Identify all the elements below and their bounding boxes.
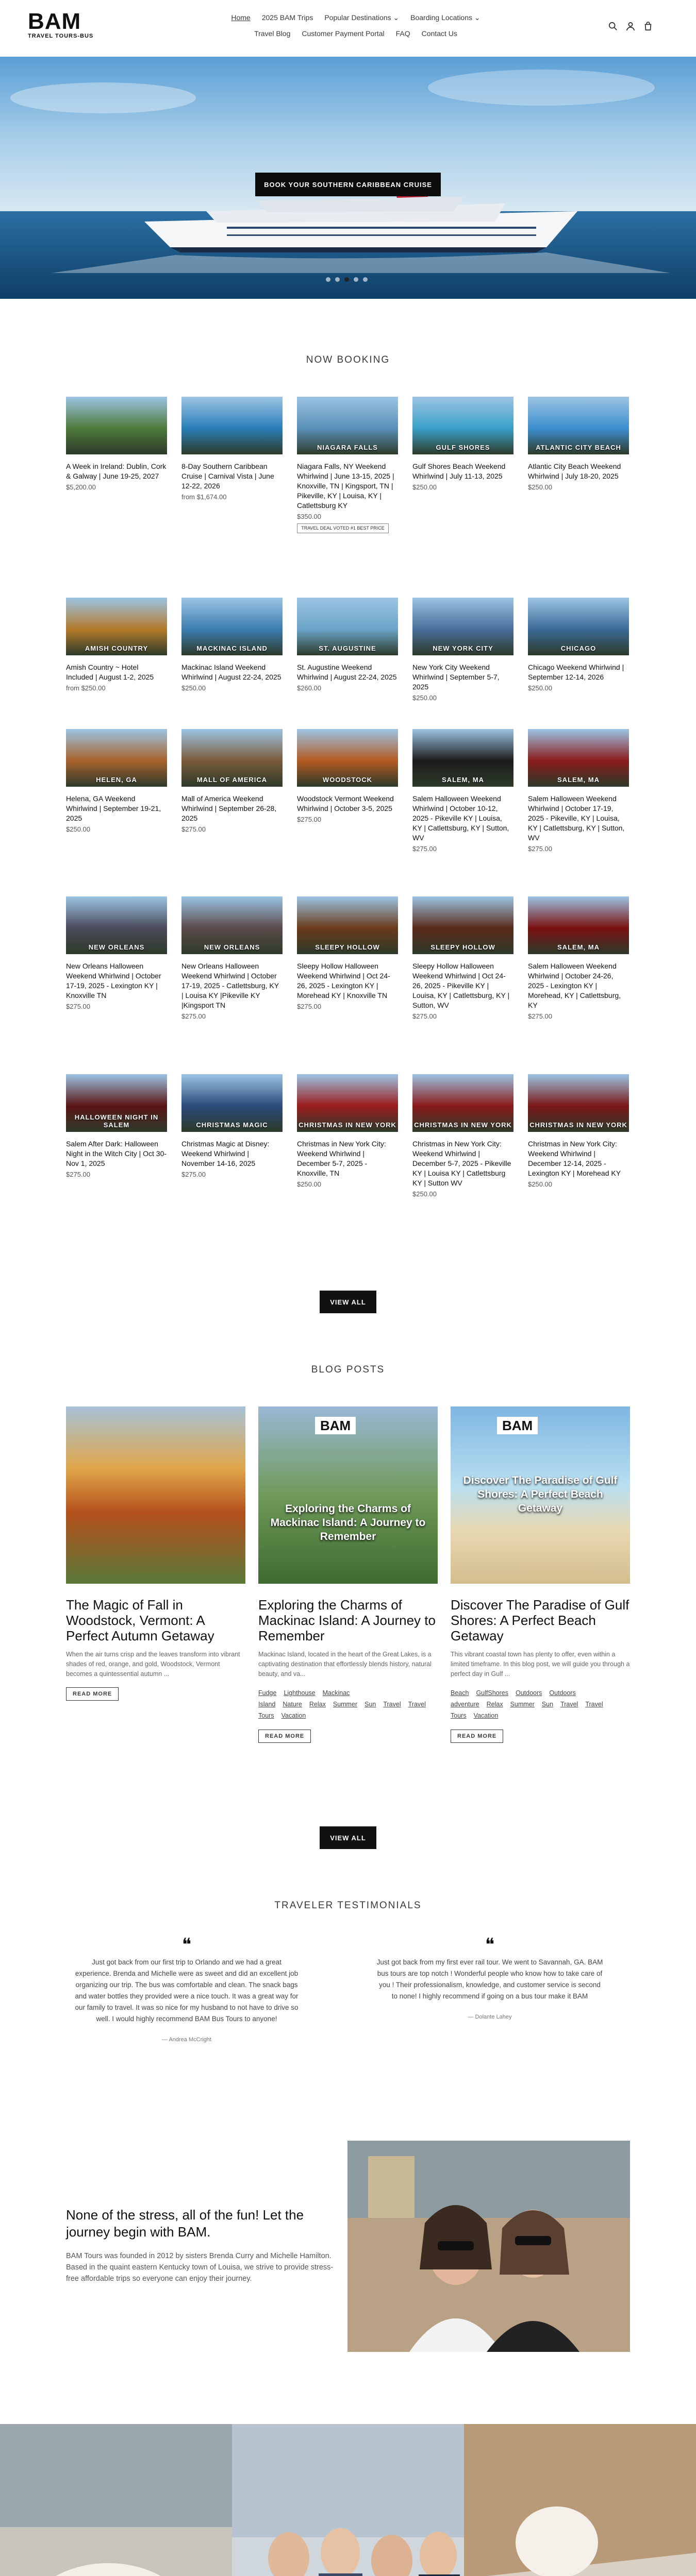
product-image[interactable] [66,1074,167,1132]
product-price: from $1,674.00 [181,493,227,501]
read-more-button[interactable]: READ MORE [258,1730,311,1743]
blog-post-excerpt: Mackinac Island, located in the heart of the Great Lakes, is a captivating destination that effortlessly blends history, natural beauty, and va... [258,1651,432,1677]
product-title[interactable]: Christmas in New York City: Weekend Whirlwind | December 12-14, 2025 - Lexington KY | Morehead KY [528,1140,621,1177]
product-title[interactable]: Niagara Falls, NY Weekend Whirlwind | June 13-15, 2025 | Knoxville, TN | Kingsport, TN | Pikeville, KY | Louisa, KY | Catlettsburg KY [297,462,394,510]
nav-item-travel-blog[interactable]: Travel Blog [254,29,291,38]
product-card[interactable] [297,598,398,692]
product-image[interactable] [181,729,283,787]
product-card[interactable] [181,598,283,692]
product-image-label: SALEM, MA [557,776,600,784]
blog-image-overlay-text: Discover The Paradise of Gulf Shores: A Perfect Beach Getaway [463,1475,618,1514]
product-image[interactable] [528,397,629,454]
blog-tag[interactable]: Beach [451,1689,469,1697]
slide-dot[interactable] [363,277,368,282]
product-image[interactable] [528,729,629,787]
product-deal-note: TRAVEL DEAL VOTED #1 BEST PRICE [297,523,389,533]
nav-item-faq[interactable]: FAQ [395,29,410,38]
testimonial-text: Just got back from my first ever rail tour. We went to Savannah, GA. BAM bus tours are top notch ! Wonderful people who know how to take care of you ! Their professionalism, knowledge, and customer service is second to none! I highly recommend if going on a bus tour make it BAM [376,1958,603,2000]
product-title[interactable]: Christmas Magic at Disney: Weekend Whirlwind | November 14-16, 2025 [181,1140,270,1167]
read-more-button[interactable]: READ MORE [451,1730,503,1743]
blog-tag[interactable]: Vacation [281,1712,306,1719]
product-title[interactable]: Sleepy Hollow Halloween Weekend Whirlwind | Oct 24-26, 2025 - Pikeville KY | Louisa, KY | Catlettsburg, KY | Sutton, WV [412,962,510,1009]
product-image[interactable] [297,1074,398,1132]
photo-collage-1 [0,2424,696,2576]
product-price: $250.00 [528,1180,552,1188]
slide-dot[interactable] [344,277,349,282]
product-image[interactable] [297,598,398,655]
product-card[interactable] [412,729,513,853]
product-price: $275.00 [412,845,437,853]
product-image[interactable] [66,598,167,655]
nav-item-boarding-locations[interactable]: Boarding Locations ⌄ [410,13,480,22]
product-image[interactable] [297,729,398,787]
product-image[interactable] [297,397,398,454]
main-nav [211,13,500,45]
blog-tag[interactable]: Outdoors adventure [451,1689,576,1708]
product-card[interactable] [412,397,513,491]
product-card[interactable] [412,598,513,702]
slide-dot[interactable] [326,277,330,282]
nav-item-2025-bam-trips[interactable]: 2025 BAM Trips [261,13,313,22]
hero-book-cruise-button[interactable]: BOOK YOUR SOUTHERN CARIBBEAN CRUISE [255,173,441,196]
product-card[interactable] [66,729,167,833]
product-image[interactable] [181,397,283,454]
product-title[interactable]: Salem Halloween Weekend Whirlwind | October 10-12, 2025 - Pikeville KY | Louisa, KY | Catlettsburg, KY | Sutton, WV [412,794,509,842]
testimonial-author: — Andrea McCright [162,2037,211,2043]
product-image-label: NEW YORK CITY [433,645,493,652]
product-image-label: HALLOWEEN NIGHT IN SALEM [74,1113,159,1129]
product-image[interactable] [66,729,167,787]
product-card[interactable] [66,598,167,692]
blog-post-title[interactable]: The Magic of Fall in Woodstock, Vermont: A Perfect Autumn Getaway [66,1597,214,1643]
product-image[interactable] [528,896,629,954]
product-image[interactable] [297,896,398,954]
product-title[interactable]: Mall of America Weekend Whirlwind | September 26-28, 2025 [181,794,277,822]
hero-slideshow [0,57,696,299]
product-image-label: CHRISTMAS IN NEW YORK [414,1121,512,1129]
product-card[interactable] [297,1074,398,1188]
product-price: $275.00 [297,1003,321,1010]
blog-post-image[interactable] [258,1406,438,1584]
read-more-button[interactable]: READ MORE [66,1687,119,1701]
product-price: $275.00 [181,1012,206,1020]
blog-post-card [258,1406,438,1743]
product-card[interactable] [412,1074,513,1198]
story-heading: None of the stress, all of the fun! Let the journey begin with BAM. [66,2207,304,2240]
product-price: $250.00 [412,1190,437,1198]
story-body: BAM Tours was founded in 2012 by sisters Brenda Curry and Michelle Hamilton. Based in the quaint eastern Kentucky town of Louisa, we strive to provide stress-free affordable trips so everyone can enjoy their journey. [66,2252,334,2283]
product-title[interactable]: Woodstock Vermont Weekend Whirlwind | October 3-5, 2025 [297,794,394,812]
product-price: $250.00 [66,825,90,833]
product-title[interactable]: Helena, GA Weekend Whirlwind | September 19-21, 2025 [66,794,161,822]
product-image-label: ATLANTIC CITY BEACH [536,444,621,451]
product-image-label: NIAGARA FALLS [317,444,378,451]
product-image[interactable] [412,896,513,954]
blog-post-title[interactable]: Discover The Paradise of Gulf Shores: A Perfect Beach Getaway [451,1597,629,1643]
testimonial-1 [73,1936,300,2045]
product-price: $275.00 [66,1171,90,1178]
blog-tag[interactable]: GulfShores [476,1689,508,1697]
product-title[interactable]: Salem Halloween Weekend Whirlwind | October 24-26, 2025 - Lexington KY | Morehead, KY | Catlettsburg, KY [528,962,621,1009]
product-price: $275.00 [181,1171,206,1178]
product-title[interactable]: Gulf Shores Beach Weekend Whirlwind | July 11-13, 2025 [412,462,506,480]
view-all-posts-button[interactable]: VIEW ALL [320,1826,376,1849]
product-image[interactable] [412,598,513,655]
quote-icon: ❝ [181,1935,192,1955]
product-price: $5,200.00 [66,483,96,491]
slide-dot[interactable] [354,277,358,282]
product-price: $275.00 [181,825,206,833]
blog-tag[interactable]: Sun [364,1701,376,1708]
product-title[interactable]: Mackinac Island Weekend Whirlwind | August 22-24, 2025 [181,663,281,681]
blog-tag[interactable]: Relax [309,1701,326,1708]
product-image-label: HELEN, GA [96,776,137,784]
product-image-label: SALEM, MA [442,776,484,784]
product-title[interactable]: St. Augustine Weekend Whirlwind | August 22-24, 2025 [297,663,397,681]
blog-tag[interactable]: Travel [560,1701,578,1708]
logo[interactable] [28,10,110,43]
product-image[interactable] [528,598,629,655]
blog-tag[interactable]: Vacation [473,1712,499,1719]
product-title[interactable]: New York City Weekend Whirlwind | September 5-7, 2025 [412,663,500,691]
search-icon[interactable] [608,22,618,31]
product-card[interactable] [66,1074,167,1178]
product-price: $275.00 [297,816,321,823]
product-title[interactable]: A Week in Ireland: Dublin, Cork & Galway | June 19-25, 2027 [66,462,167,480]
product-title[interactable]: Salem After Dark: Halloween Night in the Witch City | Oct 30-Nov 1, 2025 [66,1140,167,1167]
blog-post-tags [258,1687,438,1721]
product-card[interactable] [66,397,167,491]
blog-tag[interactable]: Lighthouse [284,1689,316,1697]
product-price: $250.00 [412,694,437,702]
product-image[interactable] [66,896,167,954]
product-image-label: MACKINAC ISLAND [196,645,268,652]
product-image[interactable] [528,1074,629,1132]
product-title[interactable]: New Orleans Halloween Weekend Whirlwind | October 17-19, 2025 - Lexington KY | Knoxville TN [66,962,161,999]
slide-dot[interactable] [335,277,340,282]
product-price: $260.00 [297,684,321,692]
blog-post-tags [451,1687,630,1721]
product-image-label: SLEEPY HOLLOW [315,943,380,951]
quote-icon: ❝ [485,1935,495,1955]
product-card[interactable] [528,397,629,491]
blog-post-excerpt: This vibrant coastal town has plenty to offer, even within a limited timeframe. In this blog post, we will guide you through a perfect day in Gulf ... [451,1651,630,1677]
product-title[interactable]: 8-Day Southern Caribbean Cruise | Carnival Vista | June 12-22, 2026 [181,462,274,490]
view-all-products-button[interactable]: VIEW ALL [320,1291,376,1313]
product-image-label: AMISH COUNTRY [85,645,148,652]
testimonial-author: — Dolante Lahey [468,2014,512,2020]
blog-tag[interactable]: Travel [383,1701,401,1708]
blog-tag[interactable]: Mackinac Island [258,1689,350,1708]
blog-post-card [66,1406,245,1701]
site-header [0,0,696,57]
cart-icon[interactable] [643,22,653,31]
blog-tag[interactable]: Nature [283,1701,302,1708]
header-icons [608,22,653,31]
product-card[interactable] [66,896,167,1010]
blog-tag[interactable]: Travel Tours [451,1701,603,1719]
product-image-label: NEW ORLEANS [204,943,260,951]
product-card[interactable] [528,1074,629,1188]
blog-tag[interactable]: Relax [486,1701,503,1708]
product-image-label: SLEEPY HOLLOW [430,943,495,951]
product-title[interactable]: Atlantic City Beach Weekend Whirlwind | July 18-20, 2025 [528,462,621,480]
slide-dots [326,277,368,282]
product-price: $250.00 [412,483,437,491]
blog-tag[interactable]: Summer [333,1701,358,1708]
blog-post-image[interactable] [451,1406,630,1584]
product-title[interactable]: Chicago Weekend Whirlwind | September 12-14, 2026 [528,663,624,681]
nav-item-popular-destinations[interactable]: Popular Destinations ⌄ [324,13,400,22]
product-price: $275.00 [528,845,552,853]
product-title[interactable]: Salem Halloween Weekend Whirlwind | October 17-19, 2025 - Pikeville, KY | Louisa, KY | Catlettsburg, KY | Sutton, WV [528,794,625,842]
product-image[interactable] [412,397,513,454]
product-image-label: CHRISTMAS MAGIC [196,1121,268,1129]
bam-logo-badge: BAM [497,1417,538,1434]
product-image[interactable] [181,598,283,655]
product-title[interactable]: Amish Country ~ Hotel Included | August 1-2, 2025 [66,663,154,681]
blog-posts-title: BLOG POSTS [311,1364,385,1375]
product-image-label: CHRISTMAS IN NEW YORK [299,1121,396,1129]
testimonial-text: Just got back from our first trip to Orlando and we had a great experience. Brenda and Michelle were as sweet and did an excellent job organizing our trip. The bus was comfortable and clean. The snack bags and water bottles they provided were a nice touch. It was a great way for our family to travel. It was so nice for my husband to not have to drive so well. I would highly recommend BAM Bus Tours to anyone! [75,1958,299,2023]
bam-logo-badge: BAM [315,1417,356,1434]
blog-tag[interactable]: Travel Tours [258,1701,426,1719]
product-title[interactable]: New Orleans Halloween Weekend Whirlwind | October 17-19, 2025 - Catlettsburg, KY | Louisa KY |Pikeville KY |Kingsport TN [181,962,279,1009]
product-card[interactable] [297,896,398,1010]
blog-image-overlay-text: Exploring the Charms of Mackinac Island: A Journey to Remember [270,1503,426,1543]
product-image[interactable] [181,1074,283,1132]
product-card[interactable] [297,729,398,823]
product-image-label: CHRISTMAS IN NEW YORK [529,1121,627,1129]
blog-post-title[interactable]: Exploring the Charms of Mackinac Island: A Journey to Remember [258,1597,436,1643]
product-card[interactable] [181,729,283,833]
product-card[interactable] [528,896,629,1020]
now-booking-title: NOW BOOKING [306,354,390,365]
product-price: $250.00 [528,483,552,491]
product-title[interactable]: Sleepy Hollow Halloween Weekend Whirlwind | Oct 24-26, 2025 - Lexington KY | Morehead KY | Knoxville TN [297,962,390,999]
product-price: from $250.00 [66,684,106,692]
product-card[interactable] [181,397,283,501]
testimonial-2 [376,1936,603,2023]
blog-tag[interactable]: Outdoors [515,1689,542,1697]
blog-post-excerpt: When the air turns crisp and the leaves transform into vibrant shades of red, orange, and gold, Woodstock, Vermont becomes a quintessential autumn ... [66,1651,240,1677]
product-image-label: WOODSTOCK [322,776,373,784]
product-price: $250.00 [297,1180,321,1188]
product-price: $350.00 [297,513,321,520]
blog-tag[interactable]: Fudge [258,1689,277,1697]
logo-main: BAM [28,9,81,34]
product-card[interactable] [528,729,629,853]
product-card[interactable] [181,896,283,1020]
product-image[interactable] [412,1074,513,1132]
logo-sub: TRAVEL TOURS-BUS [28,33,94,39]
product-image-label: ST. AUGUSTINE [319,645,376,652]
nav-item-contact-us[interactable]: Contact Us [421,29,457,38]
product-price: $275.00 [528,1012,552,1020]
blog-tag[interactable]: Summer [510,1701,535,1708]
product-card[interactable] [412,896,513,1020]
nav-item-customer-payment-portal[interactable]: Customer Payment Portal [302,29,385,38]
product-title[interactable]: Christmas in New York City: Weekend Whirlwind | December 5-7, 2025 - Knoxville, TN [297,1140,386,1177]
product-card[interactable] [297,397,398,533]
product-price: $275.00 [412,1012,437,1020]
product-title[interactable]: Christmas in New York City: Weekend Whirlwind | December 5-7, 2025 - Pikeville KY | Louisa KY | Catlettsburg KY | Sutton WV [412,1140,511,1187]
product-image-label: MALL OF AMERICA [196,776,268,784]
product-price: $275.00 [66,1003,90,1010]
product-image-label: GULF SHORES [436,444,490,451]
product-image-label: NEW ORLEANS [88,943,145,951]
product-image[interactable] [412,729,513,787]
product-price: $250.00 [181,684,206,692]
testimonials-title: TRAVELER TESTIMONIALS [274,1900,422,1911]
product-image[interactable] [181,896,283,954]
product-price: $250.00 [528,684,552,692]
product-card[interactable] [528,598,629,692]
nav-item-home[interactable]: Home [231,13,251,22]
blog-post-image[interactable] [66,1406,245,1584]
blog-tag[interactable]: Sun [541,1701,554,1708]
product-image-label: CHICAGO [560,645,596,652]
product-image-label: SALEM, MA [557,943,600,951]
founders-photo [347,2141,630,2352]
account-icon[interactable] [626,22,635,31]
product-image[interactable] [66,397,167,454]
blog-post-card [451,1406,630,1743]
product-card[interactable] [181,1074,283,1178]
